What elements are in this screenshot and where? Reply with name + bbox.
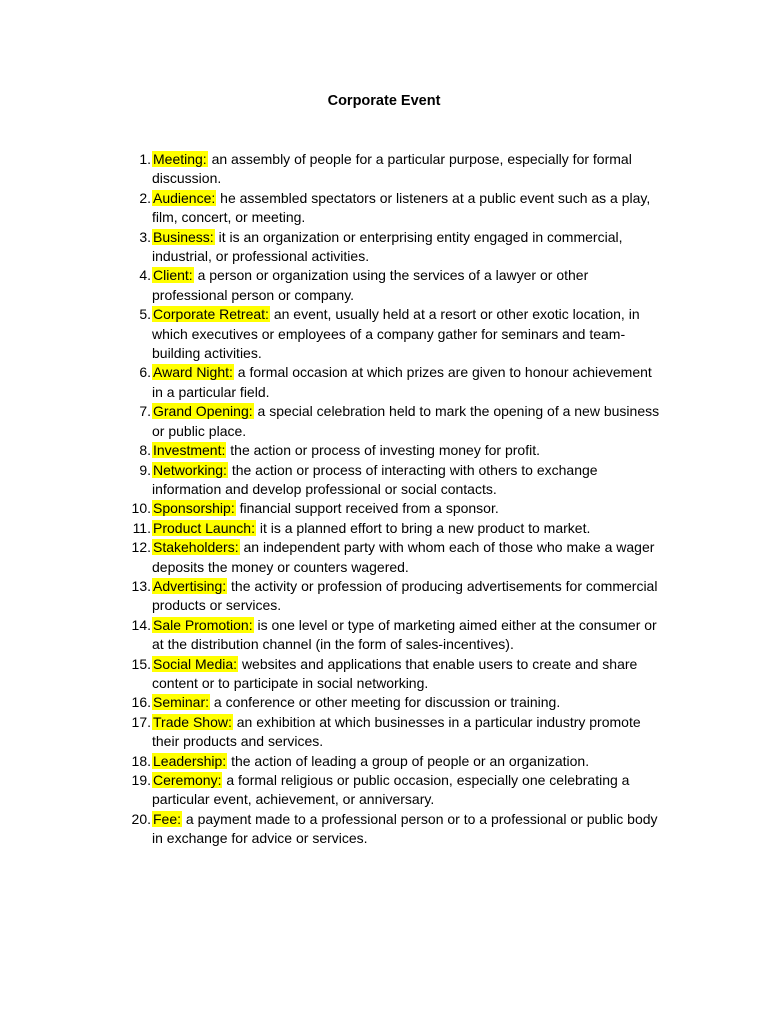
highlighted-term: Networking: <box>153 461 227 478</box>
term-definition: it is a planned effort to bring a new product to market. <box>259 519 591 536</box>
term-definition: a formal occasion at which prizes are given to honour achievement in a particular field. <box>152 364 652 400</box>
highlighted-term: Advertising: <box>153 577 227 594</box>
list-item-number: 7. <box>139 403 151 420</box>
highlighted-term: Leadership: <box>153 752 227 769</box>
highlighted-term: Stakeholders: <box>153 539 239 556</box>
list-item <box>124 693 664 712</box>
list-item-number: 18. <box>131 752 151 769</box>
term-definition: a payment made to a professional person or to a professional or public body in exchange for advice or services. <box>152 810 658 847</box>
term-definition: the action or process of investing money for profit. <box>230 442 540 459</box>
term-definition: an assembly of people for a particular purpose, especially for formal discussion. <box>152 151 632 187</box>
term-definition: the action of leading a group of people or an organization. <box>231 752 590 769</box>
list-item <box>124 499 664 518</box>
highlighted-term: Sponsorship: <box>153 500 235 517</box>
list-item-number: 9. <box>139 461 151 478</box>
term-definition: an independent party with whom each of those who make a wager deposits the money or counters wagered. <box>152 539 655 575</box>
highlighted-term: Social Media: <box>153 655 238 672</box>
term-definition: is one level or type of marketing aimed either at the consumer or at the distribution channel (in the form of sales-incentives). <box>152 616 657 653</box>
list-item <box>124 189 664 228</box>
list-item <box>124 266 664 305</box>
list-item-number: 1. <box>139 151 151 167</box>
list-item <box>124 655 664 694</box>
list-item-number: 14. <box>131 616 151 633</box>
term-definition: the action or process of interacting with others to exchange information and develop professional or social contacts. <box>152 461 598 497</box>
list-item <box>124 305 664 363</box>
term-definition: a special celebration held to mark the opening of a new business or public place. <box>152 403 660 439</box>
list-item <box>124 577 664 616</box>
list-item <box>124 538 664 577</box>
list-item <box>124 810 664 849</box>
highlighted-term: Ceremony: <box>153 772 222 788</box>
list-item <box>124 771 664 810</box>
term-definition: the activity or profession of producing advertisements for commercial products or services. <box>152 577 658 614</box>
list-item <box>124 616 664 655</box>
highlighted-term: Sale Promotion: <box>153 616 253 633</box>
list-item-number: 10. <box>131 500 151 517</box>
list-item <box>124 441 664 460</box>
highlighted-term: Client: <box>153 267 193 284</box>
list-item-number: 19. <box>131 772 151 788</box>
glossary-list <box>124 150 664 849</box>
list-item <box>124 519 664 538</box>
list-item-number: 20. <box>131 810 151 827</box>
list-item-number: 2. <box>139 189 151 206</box>
list-item <box>124 150 664 189</box>
term-definition: a conference or other meeting for discussion or training. <box>213 694 561 711</box>
highlighted-term: Business: <box>153 228 214 245</box>
highlighted-term: Award Night: <box>153 364 233 381</box>
list-item-number: 15. <box>131 655 151 672</box>
list-item <box>124 461 664 500</box>
highlighted-term: Trade Show: <box>153 713 232 730</box>
list-item-number: 5. <box>139 306 151 323</box>
list-item-number: 16. <box>131 694 151 711</box>
list-item-number: 17. <box>131 713 151 730</box>
list-item-number: 6. <box>139 364 151 381</box>
term-definition: an exhibition at which businesses in a particular industry promote their products and services. <box>152 713 641 750</box>
term-definition: a formal religious or public occasion, especially one celebrating a particular event, achievement, or anniversary. <box>152 772 630 808</box>
list-item <box>124 402 664 441</box>
highlighted-term: Corporate Retreat: <box>153 306 269 323</box>
term-definition: he assembled spectators or listeners at a public event such as a play, film, concert, or meeting. <box>152 189 651 226</box>
list-item-number: 8. <box>139 442 151 459</box>
list-item-number: 4. <box>139 267 151 284</box>
term-definition: it is an organization or enterprising entity engaged in commercial, industrial, or professional activities. <box>152 228 623 265</box>
list-item <box>124 363 664 402</box>
term-definition: financial support received from a sponsor. <box>239 500 499 517</box>
list-item <box>124 752 664 771</box>
highlighted-term: Product Launch: <box>153 519 255 536</box>
list-item-number: 12. <box>131 539 151 556</box>
highlighted-term: Meeting: <box>153 151 207 167</box>
highlighted-term: Seminar: <box>153 694 210 711</box>
list-item-number: 3. <box>139 228 151 245</box>
document-title: Corporate Event <box>327 93 441 109</box>
list-item <box>124 228 664 267</box>
list-item <box>124 713 664 752</box>
list-item-number: 11. <box>132 519 151 536</box>
highlighted-term: Investment: <box>153 442 226 459</box>
term-definition: websites and applications that enable users to create and share content or to participate in social networking. <box>152 655 638 691</box>
list-item-number: 13. <box>131 577 151 594</box>
highlighted-term: Audience: <box>153 189 216 206</box>
term-definition: an event, usually held at a resort or other exotic location, in which executives or employees of a company gather for seminars and team-building activities. <box>152 306 640 362</box>
term-definition: a person or organization using the services of a lawyer or other professional person or company. <box>152 267 589 303</box>
highlighted-term: Fee: <box>153 810 182 827</box>
highlighted-term: Grand Opening: <box>153 403 253 420</box>
